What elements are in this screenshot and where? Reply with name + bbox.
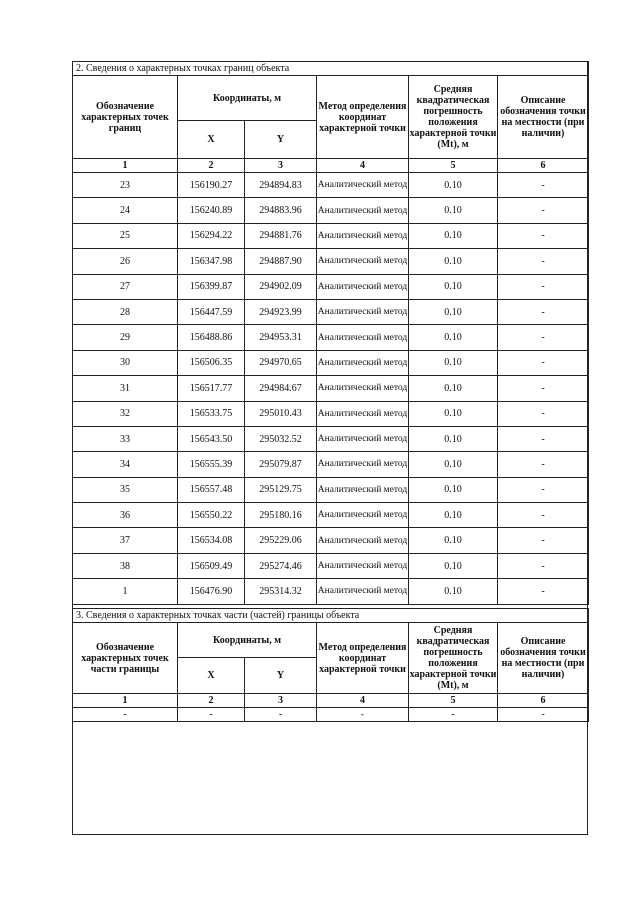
table-row (73, 708, 589, 722)
table-row (73, 376, 589, 401)
header-description: Описание обозначения точки на местности (при наличии) (498, 76, 589, 159)
y-coordinate-cell: 294923.99 (245, 299, 317, 324)
x-coordinate-cell: 156190.27 (178, 173, 245, 198)
method-cell: - (317, 708, 409, 722)
col-number: 1 (73, 694, 178, 708)
x-coordinate-cell: 156543.50 (178, 426, 245, 451)
description-cell: - (498, 173, 589, 198)
description-cell: - (498, 708, 589, 722)
accuracy-cell: 0.10 (409, 325, 498, 350)
document-sheet (72, 61, 588, 835)
description-cell: - (498, 503, 589, 528)
method-cell: Аналитический метод (317, 426, 409, 451)
point-cell: - (73, 708, 178, 722)
accuracy-cell: 0.10 (409, 299, 498, 324)
x-coordinate-cell: 156533.75 (178, 401, 245, 426)
col-number: 3 (245, 159, 317, 173)
point-cell: 32 (73, 401, 178, 426)
point-cell: 30 (73, 350, 178, 375)
accuracy-cell: - (409, 708, 498, 722)
method-cell: Аналитический метод (317, 198, 409, 223)
method-cell: Аналитический метод (317, 299, 409, 324)
description-cell: - (498, 553, 589, 578)
description-cell: - (498, 452, 589, 477)
method-cell: Аналитический метод (317, 325, 409, 350)
method-cell: Аналитический метод (317, 173, 409, 198)
x-coordinate-cell: - (178, 708, 245, 722)
point-cell: 27 (73, 274, 178, 299)
col-number: 2 (178, 694, 245, 708)
description-cell: - (498, 426, 589, 451)
col-number: 2 (178, 159, 245, 173)
point-cell: 31 (73, 376, 178, 401)
col-number: 5 (409, 159, 498, 173)
boundary-points-table (72, 61, 589, 605)
y-coordinate-cell: 295314.32 (245, 579, 317, 604)
method-cell: Аналитический метод (317, 223, 409, 248)
header-designation: Обозначение характерных точек части границы (73, 623, 178, 694)
table-row (73, 452, 589, 477)
description-cell: - (498, 325, 589, 350)
accuracy-cell: 0.10 (409, 452, 498, 477)
method-cell: Аналитический метод (317, 376, 409, 401)
y-coordinate-cell: 294984.67 (245, 376, 317, 401)
method-cell: Аналитический метод (317, 579, 409, 604)
col-number: 6 (498, 159, 589, 173)
description-cell: - (498, 477, 589, 502)
x-coordinate-cell: 156447.59 (178, 299, 245, 324)
method-cell: Аналитический метод (317, 503, 409, 528)
header-designation: Обозначение характерных точек границ (73, 76, 178, 159)
x-coordinate-cell: 156509.49 (178, 553, 245, 578)
description-cell: - (498, 274, 589, 299)
header-x: X (178, 658, 245, 694)
x-coordinate-cell: 156476.90 (178, 579, 245, 604)
description-cell: - (498, 223, 589, 248)
x-coordinate-cell: 156557.48 (178, 477, 245, 502)
table-row (73, 274, 589, 299)
point-cell: 1 (73, 579, 178, 604)
y-coordinate-cell: 295129.75 (245, 477, 317, 502)
description-cell: - (498, 401, 589, 426)
accuracy-cell: 0.10 (409, 249, 498, 274)
header-method: Метод определения координат характерной точки (317, 623, 409, 694)
x-coordinate-cell: 156555.39 (178, 452, 245, 477)
point-cell: 34 (73, 452, 178, 477)
header-y: Y (245, 658, 317, 694)
method-cell: Аналитический метод (317, 477, 409, 502)
accuracy-cell: 0.10 (409, 173, 498, 198)
table-row (73, 503, 589, 528)
x-coordinate-cell: 156488.86 (178, 325, 245, 350)
point-cell: 26 (73, 249, 178, 274)
method-cell: Аналитический метод (317, 452, 409, 477)
point-cell: 25 (73, 223, 178, 248)
header-y: Y (245, 121, 317, 159)
y-coordinate-cell: 295010.43 (245, 401, 317, 426)
point-cell: 23 (73, 173, 178, 198)
section-2-title: 2. Сведения о характерных точках границ объекта (73, 62, 589, 76)
y-coordinate-cell: 294894.83 (245, 173, 317, 198)
y-coordinate-cell: 294970.65 (245, 350, 317, 375)
accuracy-cell: 0.10 (409, 376, 498, 401)
y-coordinate-cell: 294881.76 (245, 223, 317, 248)
accuracy-cell: 0.10 (409, 350, 498, 375)
header-coordinates: Координаты, м (178, 76, 317, 121)
table-row (73, 198, 589, 223)
point-cell: 36 (73, 503, 178, 528)
point-cell: 28 (73, 299, 178, 324)
col-number: 3 (245, 694, 317, 708)
point-cell: 33 (73, 426, 178, 451)
column-number-row (73, 694, 589, 708)
table-row (73, 299, 589, 324)
accuracy-cell: 0.10 (409, 223, 498, 248)
method-cell: Аналитический метод (317, 350, 409, 375)
method-cell: Аналитический метод (317, 528, 409, 553)
table-row (73, 401, 589, 426)
point-cell: 38 (73, 553, 178, 578)
table-row (73, 173, 589, 198)
col-number: 5 (409, 694, 498, 708)
accuracy-cell: 0.10 (409, 274, 498, 299)
y-coordinate-cell: 294883.96 (245, 198, 317, 223)
y-coordinate-cell: 294902.09 (245, 274, 317, 299)
column-number-row (73, 159, 589, 173)
method-cell: Аналитический метод (317, 249, 409, 274)
table-row (73, 249, 589, 274)
accuracy-cell: 0.10 (409, 528, 498, 553)
y-coordinate-cell: - (245, 708, 317, 722)
y-coordinate-cell: 294887.90 (245, 249, 317, 274)
method-cell: Аналитический метод (317, 553, 409, 578)
col-number: 4 (317, 694, 409, 708)
point-cell: 29 (73, 325, 178, 350)
x-coordinate-cell: 156399.87 (178, 274, 245, 299)
table-row (73, 223, 589, 248)
section-3-title: 3. Сведения о характерных точках части (частей) границы объекта (73, 609, 589, 623)
table-row (73, 325, 589, 350)
point-cell: 24 (73, 198, 178, 223)
header-description: Описание обозначения точки на местности (при наличии) (498, 623, 589, 694)
table-row (73, 579, 589, 604)
accuracy-cell: 0.10 (409, 503, 498, 528)
x-coordinate-cell: 156347.98 (178, 249, 245, 274)
description-cell: - (498, 528, 589, 553)
col-number: 6 (498, 694, 589, 708)
table-row (73, 350, 589, 375)
point-cell: 37 (73, 528, 178, 553)
method-cell: Аналитический метод (317, 274, 409, 299)
y-coordinate-cell: 295274.46 (245, 553, 317, 578)
x-coordinate-cell: 156240.89 (178, 198, 245, 223)
x-coordinate-cell: 156517.77 (178, 376, 245, 401)
description-cell: - (498, 350, 589, 375)
y-coordinate-cell: 295180.16 (245, 503, 317, 528)
header-coordinates: Координаты, м (178, 623, 317, 658)
point-cell: 35 (73, 477, 178, 502)
col-number: 4 (317, 159, 409, 173)
col-number: 1 (73, 159, 178, 173)
description-cell: - (498, 198, 589, 223)
accuracy-cell: 0.10 (409, 553, 498, 578)
header-accuracy: Средняя квадратическая погрешность положения характерной точки (Mt), м (409, 76, 498, 159)
accuracy-cell: 0.10 (409, 426, 498, 451)
accuracy-cell: 0.10 (409, 401, 498, 426)
header-accuracy: Средняя квадратическая погрешность положения характерной точки (Mt), м (409, 623, 498, 694)
table-row (73, 477, 589, 502)
description-cell: - (498, 579, 589, 604)
y-coordinate-cell: 295079.87 (245, 452, 317, 477)
part-boundary-points-table (72, 608, 589, 722)
description-cell: - (498, 299, 589, 324)
y-coordinate-cell: 295032.52 (245, 426, 317, 451)
table-row (73, 426, 589, 451)
header-x: X (178, 121, 245, 159)
table-row (73, 528, 589, 553)
accuracy-cell: 0.10 (409, 579, 498, 604)
accuracy-cell: 0.10 (409, 198, 498, 223)
x-coordinate-cell: 156534.08 (178, 528, 245, 553)
x-coordinate-cell: 156506.35 (178, 350, 245, 375)
accuracy-cell: 0.10 (409, 477, 498, 502)
description-cell: - (498, 249, 589, 274)
method-cell: Аналитический метод (317, 401, 409, 426)
header-method: Метод определения координат характерной точки (317, 76, 409, 159)
description-cell: - (498, 376, 589, 401)
table-row (73, 553, 589, 578)
x-coordinate-cell: 156294.22 (178, 223, 245, 248)
y-coordinate-cell: 294953.31 (245, 325, 317, 350)
x-coordinate-cell: 156550.22 (178, 503, 245, 528)
y-coordinate-cell: 295229.06 (245, 528, 317, 553)
